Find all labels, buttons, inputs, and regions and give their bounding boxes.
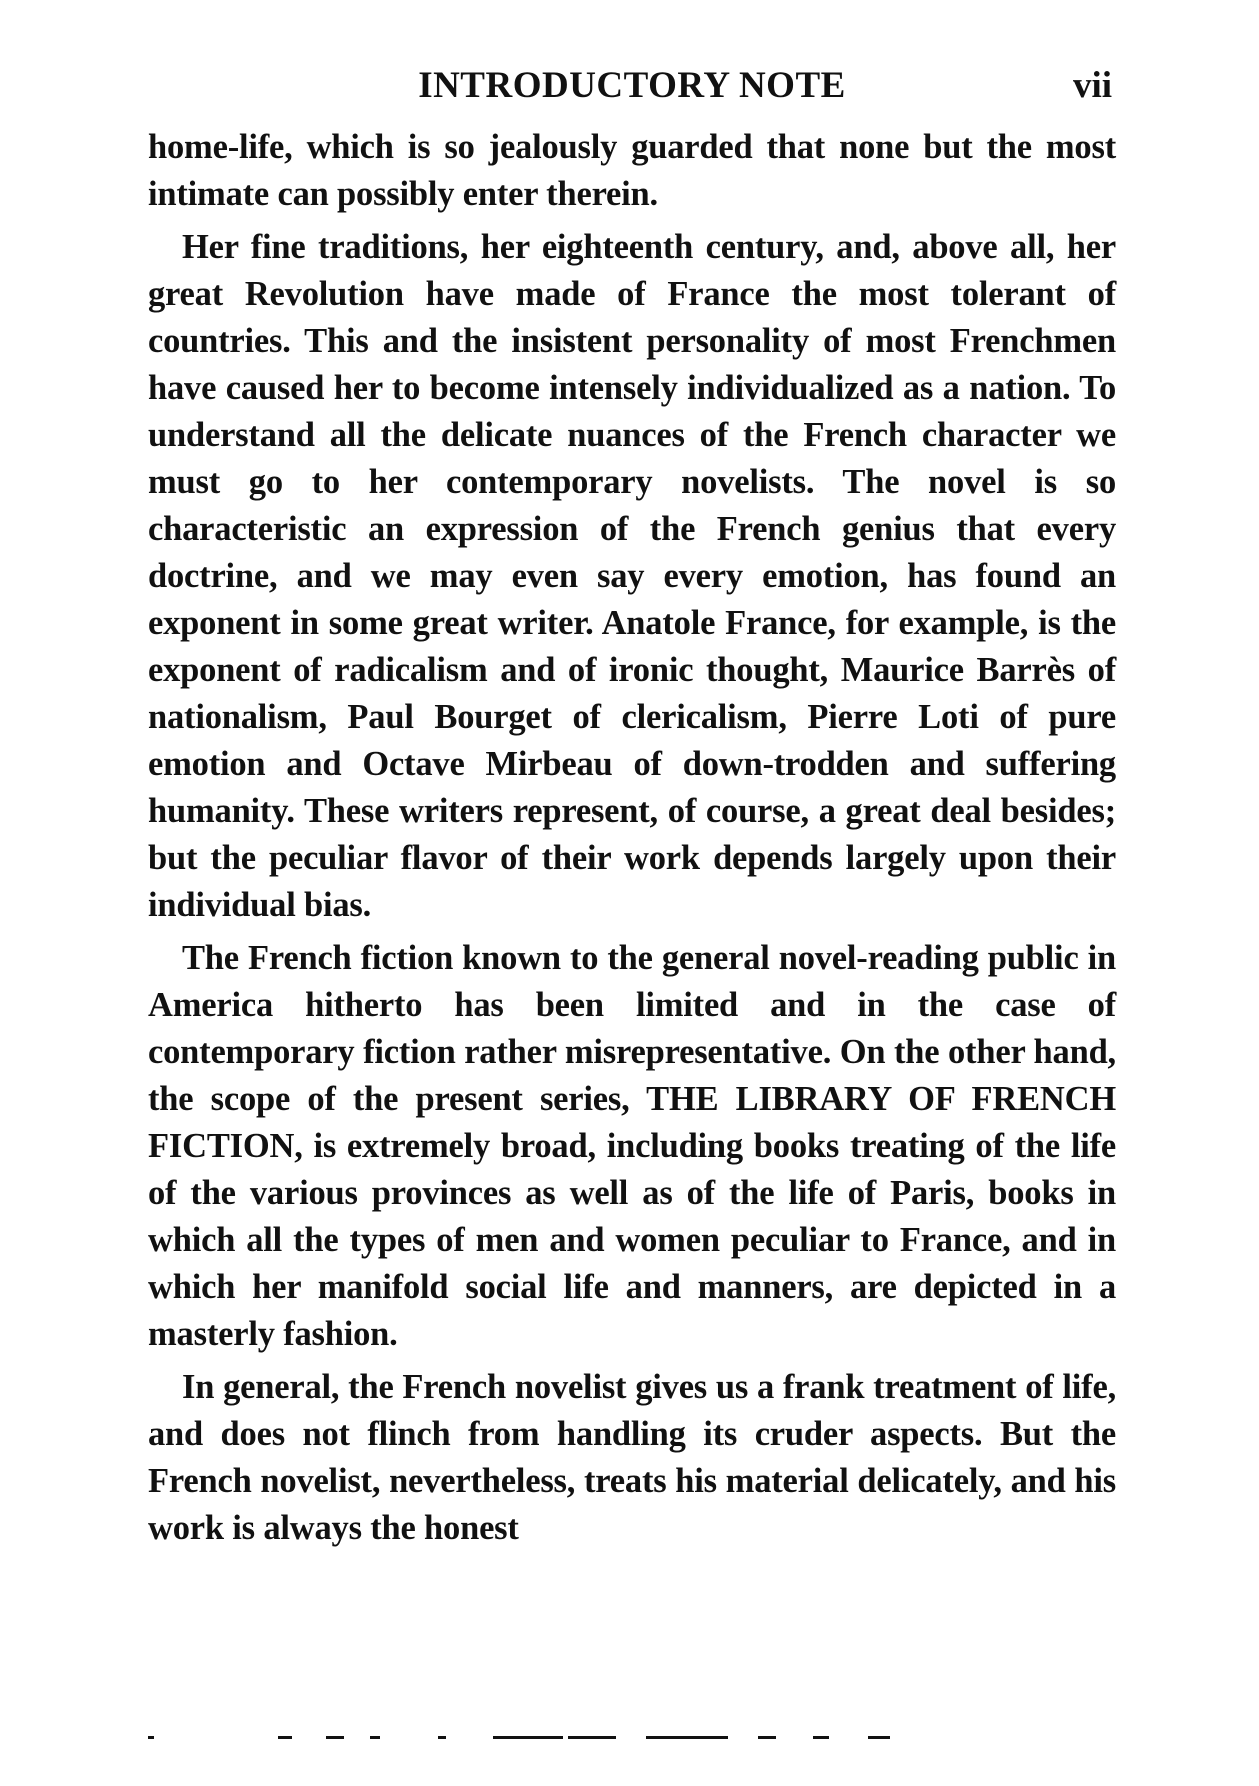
paragraph-1: home-life, which is so jealously guarded that none but the most intimate can possibly enter therein.	[148, 128, 1116, 213]
book-page	[148, 60, 1116, 1760]
running-title: INTRODUCTORY NOTE	[418, 65, 846, 106]
running-head	[148, 60, 1116, 112]
paragraph-4: In general, the French novelist gives us a frank treatment of life, and does not flinch from handling its cruder aspects. But the French novelist, nevertheless, treats his material delicately, and his work is always the honest	[148, 1368, 1116, 1547]
cut-off-line-fragment	[148, 1732, 1116, 1742]
body-text	[148, 124, 1116, 1552]
page-number: vii	[1072, 65, 1112, 106]
paragraph-2: Her fine traditions, her eighteenth century, and, above all, her great Revolution have made of France the most tolerant of countries. This and the insistent personality of most Frenchmen have caused her to become intensely individualized as a nation. To understand all the delicate nuances of the French character we must go to her contemporary novelists. The novel is so characteristic an expression of the French genius that every doctrine, and we may even say every emotion, has found an exponent in some great writer. Anatole France, for example, is the exponent of radicalism and of ironic thought, Maurice Barrès of nationalism, Paul Bourget of clericalism, Pierre Loti of pure emotion and Octave Mirbeau of down-trodden and suffering humanity. These writers represent, of course, a great deal besides; but the peculiar flavor of their work depends largely upon their individual bias.	[148, 228, 1116, 924]
paragraph-3: The French fiction known to the general novel-reading public in America hitherto has been limited and in the case of contemporary fiction rather misrepresentative. On the other hand, the scope of the present series, THE LIBRARY OF FRENCH FICTION, is extremely broad, including books treating of the life of the various provinces as well as of the life of Paris, books in which all the types of men and women peculiar to France, and in which her manifold social life and manners, are depicted in a masterly fashion.	[148, 939, 1116, 1353]
